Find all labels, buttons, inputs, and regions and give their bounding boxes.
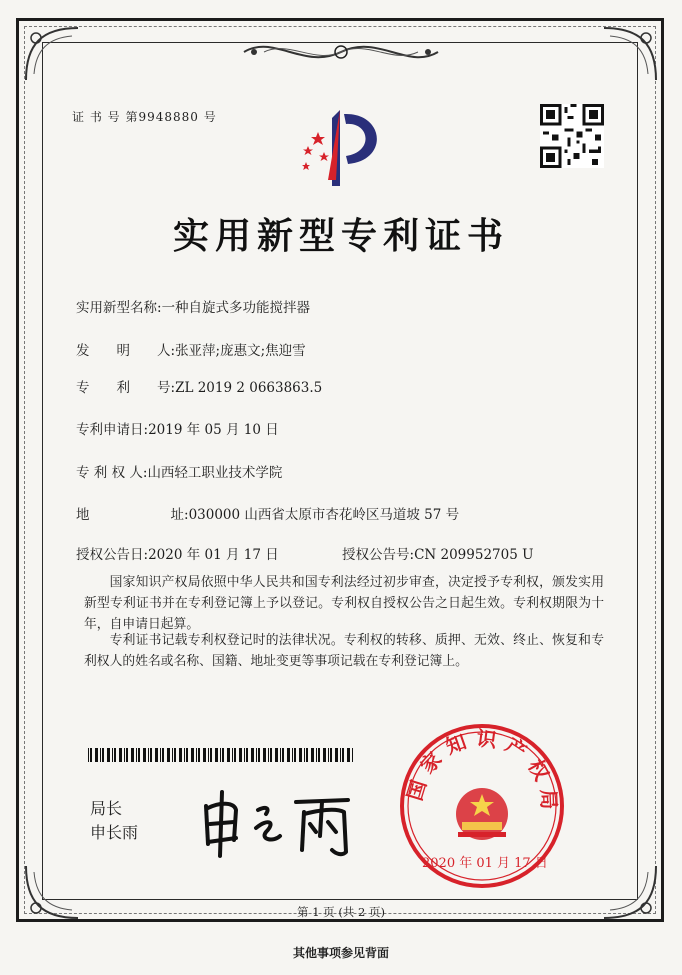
grant-date-row: [76, 543, 279, 563]
filing-date-label: 专利申请日:: [76, 422, 149, 438]
director-name: 申长雨: [90, 823, 139, 842]
patentee-row: [76, 461, 282, 481]
legal-status-paragraph: 专利证书记载专利权登记时的法律状况。专利权的转移、质押、无效、终止、恢复和专利权人的姓名或名称、国籍、地址变更等事项记载在专利登记簿上。: [84, 633, 604, 669]
grant-number-label: 授权公告号:: [342, 547, 415, 563]
patent-office-logo-icon: [288, 104, 398, 190]
utility-model-name-label: 实用新型名称:: [76, 300, 162, 316]
inventor-label: 发 明 人:: [76, 343, 176, 359]
inventor-row: [76, 339, 306, 359]
patent-number-value: ZL 2019 2 0663863.5: [175, 380, 323, 396]
corner-ornament-icon: [600, 24, 660, 84]
director-title: 局长: [90, 799, 123, 818]
address-row: [76, 503, 459, 523]
certificate-number: 证 书 号 第9948880 号: [72, 110, 217, 124]
utility-model-name-row: [76, 296, 310, 316]
page-number: 第 1 页 (共 2 页): [297, 905, 385, 919]
certificate-title: 实用新型专利证书: [172, 215, 509, 257]
inventor-value: 张亚萍;庞惠文;焦迎雪: [175, 343, 306, 359]
filing-date-value: 2019 年 05 月 10 日: [148, 422, 279, 438]
utility-model-name-value: 一种自旋式多功能搅拌器: [161, 300, 311, 316]
filing-date-row: [76, 418, 279, 438]
qr-code-icon: [540, 104, 604, 168]
patentee-label: 专 利 权 人:: [76, 465, 148, 481]
grant-statement-paragraph: 国家知识产权局依照中华人民共和国专利法经过初步审查，决定授予专利权，颁发实用新型专利证书并在专利登记簿上予以登记。专利权自授权公告之日起生效。专利权期限为十年，自申请日起算。: [84, 575, 604, 632]
grant-number-value: CN 209952705 U: [414, 547, 534, 563]
address-value: 030000 山西省太原市杏花岭区马道坡 57 号: [188, 507, 460, 523]
address-label: 地 址:: [76, 507, 189, 523]
patent-number-label: 专 利 号:: [76, 380, 176, 396]
patentee-value: 山西轻工职业技术学院: [147, 465, 283, 481]
director-signature-icon: [196, 788, 356, 858]
patent-number-row: [76, 376, 322, 396]
grant-number-row: [342, 543, 533, 563]
seal-date: 2020 年 01 月 17 日: [422, 856, 548, 871]
barcode-icon: [88, 748, 356, 762]
top-ornament-icon: [234, 34, 448, 70]
seal-text: 国家知识产权局: [402, 725, 562, 818]
corner-ornament-icon: [22, 24, 82, 84]
grant-date-value: 2020 年 01 月 17 日: [148, 547, 279, 563]
grant-date-label: 授权公告日:: [76, 547, 149, 563]
footer-note: 其他事项参见背面: [292, 946, 389, 960]
